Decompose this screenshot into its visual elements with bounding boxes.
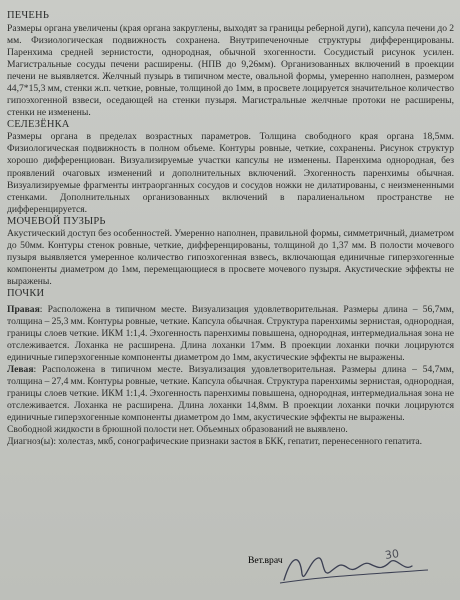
diagnosis-line: Диагноз(ы): холестаз, мкб, сонографические признаки застоя в БКК, гепатит, перенесенного гепатита.	[7, 436, 423, 448]
bladder-paragraph: Акустический доступ без особенностей. Умеренно наполнен, правильной формы, симметричный, диаметром до 50мм. Контуры стенок ровные, четкие, дифференцированы, толщиной до 1,37 мм. В полости мочевого пузыря выявляется умеренное количество гипоэхогенная взвесь, включающая единичные гиперэхогенные компоненты диаметром до 1мм, перемещающиеся в просвете мочевого пузыря. Акустические эффекты не выражены.	[7, 228, 454, 288]
left-kidney-paragraph	[7, 364, 454, 424]
liver-paragraph: Размеры органа увеличены (края органа закруглены, выходят за границы реберной дуги), капсула печени до 2 мм. Физиологическая подвижность сохранена. Внутрипеченочные структуры дифференцированы. Паренхима средней зернистости, однородная, обычной эхогенности. Сосудистый рисунок усилен. Магистральные сосуды печени расширены. (НПВ до 9,26мм). Организованных включений в проекции печени не выявляется. Желчный пузырь в типичном месте, овальной формы, умеренно наполнен, размером 44,7*15,3 мм, стенки ж.п. четкие, ровные, толщиной до 1мм, в просвете лоцируется значительное количество гипоэхогенной взвеси, оседающей на стенки пузыря. Магистральные желчные протоки не расширены, стенки не изменены.	[7, 22, 454, 118]
section-heading-liver: ПЕЧЕНЬ	[7, 10, 50, 21]
handwritten-signature	[278, 550, 448, 586]
left-kidney-text: : Расположена в типичном месте. Визуализация удовлетворительная. Размеры длина – 54,7мм, толщина – 27,4 мм. Контуры ровные, четкие. Капсула обычная. Структура паренхимы зернистая, однородная, границы слоев четкие. ИКМ 1:1,4. Эхогенность паренхимы повышена, однородная, интермедиальная зона не отслеживается. Лоханка не расширена. Длина лоханки 14,8мм. В проекции лоханки почки лоцируются единичные гиперэхогенные компоненты диаметром до 1мм, акустические эффекты не выражены.	[7, 364, 454, 424]
section-heading-bladder: МОЧЕВОЙ ПУЗЫРЬ	[7, 215, 106, 227]
section-heading-kidneys: ПОЧКИ	[7, 288, 45, 300]
spleen-paragraph: Размеры органа в пределах возрастных параметров. Толщина свободного края органа 18,5мм. Физиологическая подвижность в полном объеме. Контуры ровные, четкие, сохранены. Рисунок структур хорошо дифференциован. Визуализируемые участки капсулы не изменены. Паренхима однородная, без проявлений очаговых изменений и дополнительных включений. Эхогенность паренхимы обычная. Визуализируемые фрагменты интраорганных сосудов и сосудов ножки не дилатированы, с неизмененными стенками. Дополнительных организованных включений в паралиенальном пространстве не дифференцируется.	[7, 131, 454, 215]
vet-doctor-label: Вет.врач	[248, 555, 283, 566]
free-fluid-line: Свободной жидкости в брюшной полости нет. Объемных образований не выявлено.	[7, 424, 348, 436]
left-kidney-label: Левая	[7, 364, 34, 376]
right-kidney-paragraph	[7, 304, 454, 364]
section-heading-spleen: СЕЛЕЗЁНКА	[7, 118, 70, 130]
right-kidney-label: Правая	[7, 303, 40, 315]
signature-number: 30	[384, 547, 400, 562]
right-kidney-text: : Расположена в типичном месте. Визуализация удовлетворительная. Размеры длина – 56,7мм, толщина – 25,3 мм. Контуры ровные, четкие. Капсула обычная. Структура паренхимы зернистая, однородная, границы слоев четкие. ИКМ 1:1,4. Эхогенность паренхимы повышена, однородная, интермедиальная зона не отслеживается. Лоханка не расширена. Длина лоханки 17мм. В проекции лоханки почки лоцируются единичные гиперэхогенные компоненты диаметром до 1мм, акустические эффекты не выражены.	[7, 303, 454, 364]
